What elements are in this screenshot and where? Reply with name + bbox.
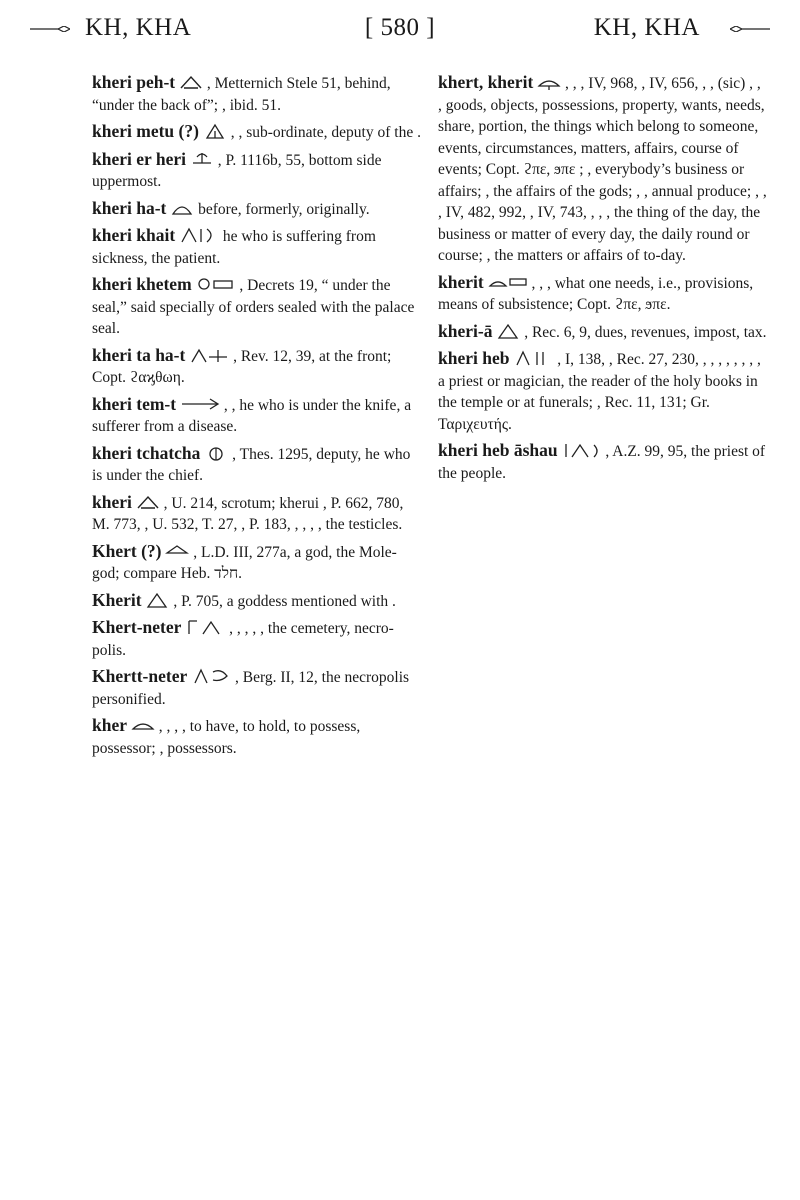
ornament-icon bbox=[730, 26, 770, 32]
entry-text: , Berg. II, 12, the necropolis personified. bbox=[92, 669, 410, 708]
hieroglyph-icon bbox=[562, 442, 602, 459]
headword: kheri tchatcha bbox=[92, 442, 201, 463]
headword: kher bbox=[92, 715, 127, 735]
hieroglyph-icon bbox=[180, 396, 220, 413]
dictionary-entry bbox=[92, 149, 422, 193]
hieroglyph-icon bbox=[488, 274, 528, 291]
entry-text: , , sub-ordinate, deputy of the . bbox=[230, 124, 421, 141]
right-column bbox=[438, 72, 768, 489]
dictionary-entry bbox=[92, 590, 422, 613]
headword: kheri ta ha-t bbox=[92, 344, 186, 365]
entry-text: , U. 214, scrotum; kherui , P. 662, 780, M. 773, , U. 532, T. 27, , P. 183, , , , , the testicles. bbox=[92, 494, 404, 533]
hieroglyph-icon bbox=[196, 276, 236, 293]
hieroglyph-icon bbox=[145, 592, 169, 609]
headword: kheri ha-t bbox=[92, 197, 167, 218]
headword: kheri er heri bbox=[92, 148, 186, 169]
dictionary-entry bbox=[92, 72, 422, 116]
entry-text: , Thes. 1295, deputy, he who is under the chief. bbox=[92, 445, 411, 484]
hieroglyph-icon bbox=[513, 350, 553, 367]
entry-text: , P. 705, a goddess mentioned with . bbox=[173, 592, 396, 610]
entry-text: , Rev. 12, 39, at the front; Copt. ϩαϗθωη. bbox=[92, 347, 392, 386]
headword: kherit bbox=[438, 271, 484, 292]
dictionary-entry bbox=[438, 321, 768, 344]
dictionary-entry bbox=[92, 443, 422, 487]
headword: kheri heb bbox=[438, 348, 510, 368]
entry-text: before, formerly, originally. bbox=[198, 200, 370, 218]
page-header bbox=[30, 14, 770, 40]
hieroglyph-icon bbox=[185, 619, 225, 636]
dictionary-entry bbox=[92, 715, 422, 759]
entry-text: , L.D. III, 277a, a god, the Mole-god; compare Heb. חלד. bbox=[92, 543, 397, 582]
headword: kheri bbox=[92, 491, 132, 512]
headword: kheri khetem bbox=[92, 274, 192, 294]
hieroglyph-icon bbox=[496, 323, 520, 340]
entry-text: , I, 138, , Rec. 27, 230, , , , , , , , , a priest or magician, the reader of the holy books in the temple or at funerals; , Rec. 11, 131; Gr. Ταριχευτής. bbox=[438, 351, 761, 433]
dictionary-entry bbox=[438, 348, 768, 435]
entry-text: , Rec. 6, 9, dues, revenues, impost, tax. bbox=[524, 323, 767, 341]
headword: kheri peh-t bbox=[92, 72, 176, 92]
header-right: KH, KHA bbox=[593, 14, 700, 41]
dictionary-entry bbox=[92, 198, 422, 221]
headword: kheri metu (?) bbox=[92, 121, 199, 141]
hieroglyph-icon bbox=[204, 445, 228, 462]
entry-text: , P. 1116b, 55, bottom side uppermost. bbox=[92, 151, 382, 190]
hieroglyph-icon bbox=[165, 543, 189, 560]
hieroglyph-icon bbox=[179, 74, 203, 91]
dictionary-entry bbox=[92, 492, 422, 536]
dictionary-entry bbox=[92, 541, 422, 585]
page-number: [ 580 ] bbox=[364, 14, 436, 41]
entry-text: , , he who is under the knife, a sufferer from a disease. bbox=[92, 396, 412, 435]
headword: Khert (?) bbox=[92, 540, 162, 561]
dictionary-entry bbox=[92, 345, 422, 389]
dictionary-entry bbox=[438, 272, 768, 316]
dictionary-entry bbox=[438, 72, 768, 267]
hieroglyph-icon bbox=[190, 151, 214, 168]
hieroglyph-icon bbox=[136, 494, 160, 511]
headword: Kherit bbox=[92, 589, 142, 610]
headword: Khertt-neter bbox=[92, 666, 188, 686]
dictionary-entry bbox=[92, 225, 422, 269]
dictionary-entry bbox=[438, 440, 768, 484]
headword: kheri khait bbox=[92, 225, 176, 245]
entry-text: , , , , , the cemetery, necro-polis. bbox=[92, 620, 394, 659]
left-column bbox=[92, 72, 422, 764]
headword: kheri tem-t bbox=[92, 393, 177, 414]
headword: khert, kherit bbox=[438, 72, 534, 92]
dictionary-entry bbox=[92, 394, 422, 438]
dictionary-entry bbox=[92, 617, 422, 661]
hieroglyph-icon bbox=[189, 347, 229, 364]
dictionary-entry bbox=[92, 274, 422, 340]
dictionary-entry bbox=[92, 666, 422, 710]
headword: Khert-neter bbox=[92, 617, 182, 637]
dictionary-entry bbox=[92, 121, 422, 144]
hieroglyph-icon bbox=[203, 123, 227, 140]
hieroglyph-icon bbox=[131, 717, 155, 734]
entry-text: , Metternich Stele 51, behind, “under the back of”; , ibid. 51. bbox=[92, 75, 391, 114]
hieroglyph-icon bbox=[537, 74, 561, 91]
hieroglyph-icon bbox=[191, 668, 231, 685]
entry-text: he who is suffering from sickness, the patient. bbox=[92, 228, 376, 267]
entry-text: , , , what one needs, i.e., provisions, means of subsistence; Copt. ϩπε, ϧπε. bbox=[438, 274, 754, 313]
hieroglyph-icon bbox=[179, 227, 219, 244]
headword: kheri heb āshau bbox=[438, 440, 558, 460]
entry-text: , , , IV, 968, , IV, 656, , , (sic) , , , goods, objects, possessions, property, wants, needs, share, portion, the things which belong to someone, events, circumstances, matters, affairs, course of events; Copt. ϩπε, ϧπε ; , everybody’s business or affairs; , the affairs of the gods; , , annual produce; , , , IV, 482, 992, , IV, 743, , , , the thing of the day, the business or matter of every day, the daily round or course; , the matters or affairs of to-day. bbox=[438, 75, 767, 264]
entry-text: , , , , to have, to hold, to possess, possessor; , possessors. bbox=[92, 718, 361, 757]
header-left: KH, KHA bbox=[85, 14, 192, 41]
hieroglyph-icon bbox=[170, 200, 194, 217]
headword: kheri-ā bbox=[438, 320, 493, 341]
entry-text: , A.Z. 99, 95, the priest of the people. bbox=[438, 443, 766, 482]
entry-text: , Decrets 19, “ under the seal,” said specially of orders sealed with the palace seal. bbox=[92, 277, 415, 337]
